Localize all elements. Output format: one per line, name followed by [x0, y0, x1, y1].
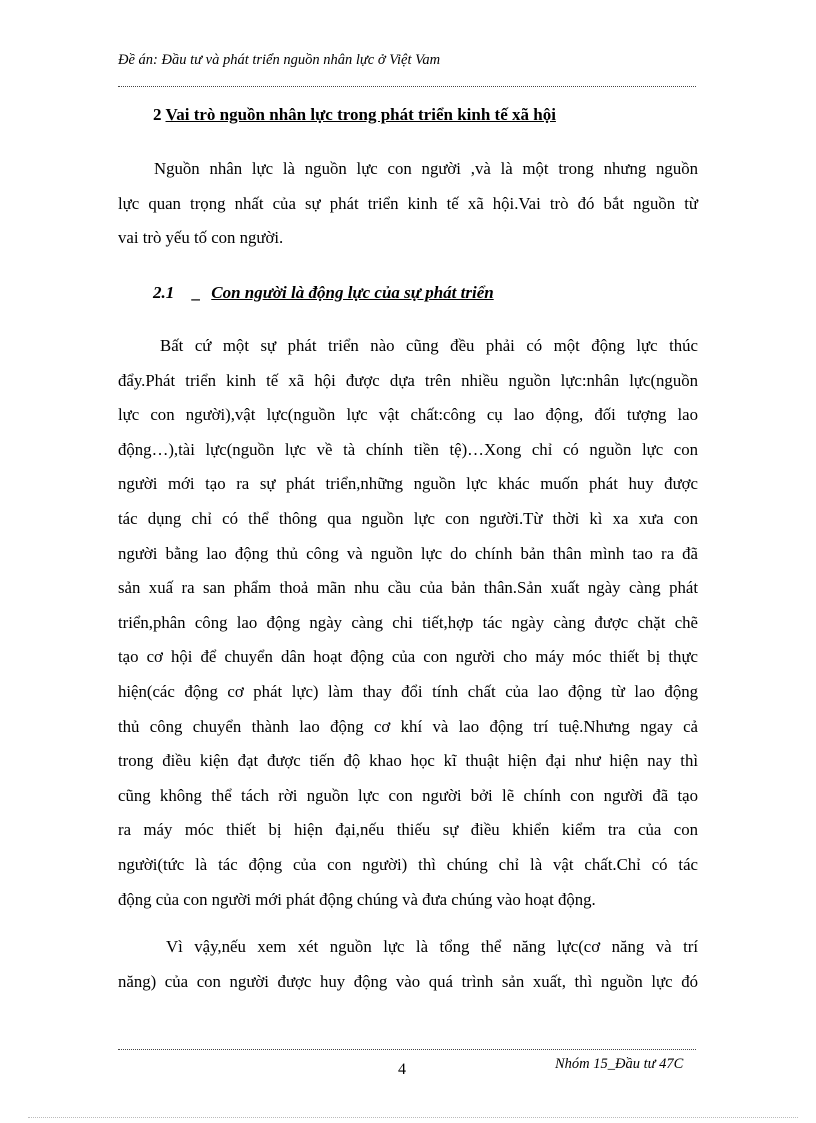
section-2-1-separator: _ [192, 283, 201, 302]
paragraph-line: lực quan trọng nhất của sự phát triển kinh tế xã hội.Vai trò đó bắt nguồn từ [118, 193, 698, 213]
paragraph-line: trong điều kiện đạt được tiến độ khao học kĩ thuật hiện đại như hiện nay thì [118, 751, 698, 771]
paragraph-line: vai trò yếu tố con người. [118, 228, 284, 248]
section-2-number: 2 [153, 105, 162, 124]
section-2-1-number: 2.1 [153, 283, 175, 302]
footer-divider [118, 1049, 696, 1050]
paragraph-line: Nguồn nhân lực là nguồn lực con người ,và là một trong nhưng nguồn [154, 159, 698, 178]
paragraph-line: ra máy móc thiết bị hiện đại,nếu thiếu sự điều khiển kiểm tra của con [118, 820, 698, 840]
section-2-1-paragraph-1 [118, 329, 698, 917]
paragraph-line: cũng không thể tách rời nguồn lực con người bởi lẽ chính con người đã tạo [118, 785, 698, 805]
page-edge-divider [28, 1117, 798, 1118]
paragraph-line: năng) của con người được huy động vào quá trình sản xuất, thì nguồn lực đó [118, 971, 698, 991]
section-2-paragraph [118, 152, 698, 256]
paragraph-line: triển,phân công lao động ngày càng chi tiết,hợp tác ngày càng được chặt chẽ [118, 612, 698, 632]
paragraph-line: hiện(các động cơ phát lực) làm thay đổi tính chất của lao động từ lao động [118, 681, 698, 701]
paragraph-line: tác dụng chỉ có thể thông qua nguồn lực con người.Từ thời kì xa xưa con [118, 508, 698, 528]
paragraph-line: động của con người mới phát động chúng và đưa chúng vào hoạt động. [118, 889, 596, 909]
header-divider [118, 86, 696, 87]
section-2-1-heading [153, 283, 494, 303]
footer-group-label: Nhóm 15_Đầu tư 47C [555, 1056, 684, 1072]
paragraph-line: tạo cơ hội để chuyển dân hoạt động của con người cho máy móc thiết bị thực [118, 647, 698, 667]
paragraph-line: Vì vậy,nếu xem xét nguồn lực là tổng thể năng lực(cơ năng và trí [166, 937, 698, 956]
header-title: Đề án: Đầu tư và phát triển nguồn nhân lực ở Việt Vam [118, 52, 441, 68]
paragraph-line: người bằng lao động thủ công và nguồn lực do chính bản thân mình tao ra đã [118, 543, 698, 563]
paragraph-line: lực con người),vật lực(nguồn lực vật chất:công cụ lao động, đối tượng lao [118, 405, 698, 425]
paragraph-line: thủ công chuyển thành lao động cơ khí và lao động trí tuệ.Nhưng ngay cả [118, 716, 698, 736]
paragraph-line: người(tức là tác động của con người) thì chúng chỉ là vật chất.Chỉ có tác [118, 854, 698, 874]
section-2-heading [153, 105, 556, 125]
page-number: 4 [398, 1061, 406, 1078]
paragraph-line: sản xuấ ra san phẩm thoả mãn nhu cầu của bản thân.Sản xuất ngày càng phát [118, 578, 698, 598]
section-2-title: Vai trò nguồn nhân lực trong phát triển kinh tế xã hội [165, 105, 556, 124]
section-2-1-paragraph-2 [118, 930, 698, 999]
paragraph-line: Bất cứ một sự phát triển nào cũng đều phải có một động lực thúc [160, 336, 698, 355]
paragraph-line: người mới tạo ra sự phát triển,những nguồn lực khác muốn phát huy được [118, 474, 698, 494]
paragraph-line: động…),tài lực(nguồn lực về tà chính tiền tệ)…Xong chỉ có nguồn lực con [118, 439, 698, 459]
paragraph-line: đẩy.Phát triển kinh tế xã hội được dựa trên nhiều nguồn lực:nhân lực(nguồn [118, 370, 698, 390]
section-2-1-title: Con người là động lực của sự phát triển [211, 283, 494, 302]
